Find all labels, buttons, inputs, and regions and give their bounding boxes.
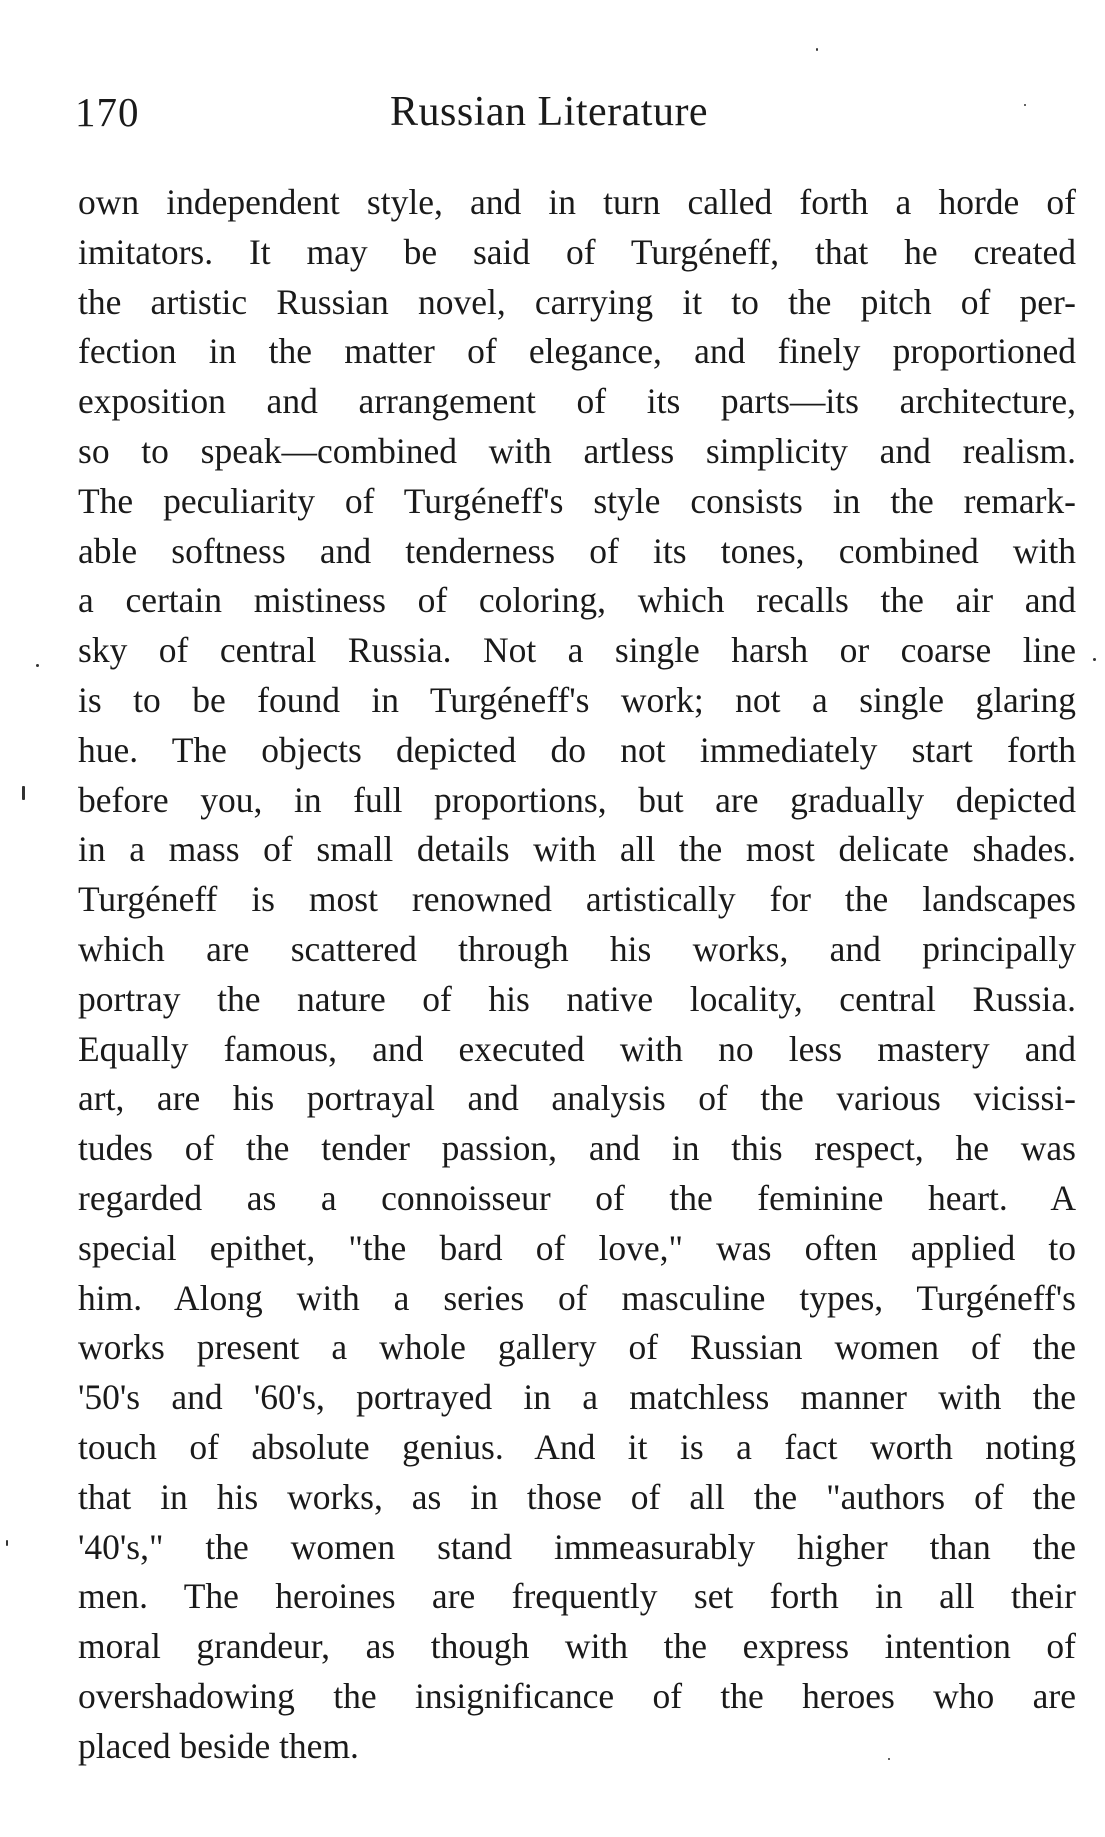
text-line: a certain mistiness of coloring, which recalls the air and xyxy=(78,580,1076,621)
text-line: in a mass of small details with all the most delicate shades. xyxy=(78,829,1076,870)
text-line: special epithet, "the bard of love," was often applied to xyxy=(78,1227,1076,1268)
text-line: The peculiarity of Turgéneff's style consists in the remark- xyxy=(78,480,1076,521)
scan-speck xyxy=(816,48,818,51)
running-head xyxy=(75,88,1075,148)
text-line: able softness and tenderness of its tones, combined with xyxy=(78,530,1076,571)
text-line: touch of absolute genius. And it is a fact worth noting xyxy=(78,1426,1076,1467)
text-line: Equally famous, and executed with no less mastery and xyxy=(78,1028,1076,1069)
text-line: art, are his portrayal and analysis of the various vicissi- xyxy=(78,1078,1076,1119)
text-line: so to speak—combined with artless simplicity and realism. xyxy=(78,430,1076,471)
scan-speck xyxy=(22,786,25,800)
text-line: placed beside them. xyxy=(78,1725,359,1766)
text-line: own independent style, and in turn called forth a horde of xyxy=(78,182,1076,222)
text-line: works present a whole gallery of Russian women of the xyxy=(78,1327,1076,1368)
page-number: 170 xyxy=(75,89,140,135)
text-line: before you, in full proportions, but are gradually depicted xyxy=(78,779,1076,820)
text-line: portray the nature of his native locality, central Russia. xyxy=(78,978,1076,1019)
scan-speck xyxy=(888,1758,890,1760)
text-line: is to be found in Turgéneff's work; not a single glaring xyxy=(78,679,1076,720)
text-line: '40's," the women stand immeasurably higher than the xyxy=(78,1526,1076,1567)
running-title: Russian Literature xyxy=(390,89,709,135)
text-line: tudes of the tender passion, and in this respect, he was xyxy=(78,1128,1076,1169)
text-line: the artistic Russian novel, carrying it to the pitch of per- xyxy=(78,281,1076,322)
text-line: which are scattered through his works, and principally xyxy=(78,928,1076,969)
text-line: regarded as a connoisseur of the feminine heart. A xyxy=(78,1177,1076,1218)
scan-speck xyxy=(1093,658,1096,661)
scan-speck xyxy=(36,664,39,667)
text-line: imitators. It may be said of Turgéneff, that he created xyxy=(78,231,1076,272)
text-line: sky of central Russia. Not a single harsh or coarse line xyxy=(78,630,1076,671)
text-line: Turgéneff is most renowned artistically for the landscapes xyxy=(78,879,1076,920)
text-line: exposition and arrangement of its parts—its architecture, xyxy=(78,381,1076,422)
text-line: that in his works, as in those of all the "authors of the xyxy=(78,1476,1076,1517)
scan-speck xyxy=(1024,104,1026,106)
text-line: men. The heroines are frequently set forth in all their xyxy=(78,1576,1076,1617)
text-line: overshadowing the insignificance of the heroes who are xyxy=(78,1675,1076,1716)
text-line: '50's and '60's, portrayed in a matchless manner with the xyxy=(78,1377,1076,1418)
text-line: moral grandeur, as though with the express intention of xyxy=(78,1626,1076,1667)
scan-speck xyxy=(6,1540,8,1546)
body-paragraph xyxy=(78,178,1076,1772)
text-line: hue. The objects depicted do not immediately start forth xyxy=(78,729,1076,770)
text-line: fection in the matter of elegance, and finely proportioned xyxy=(78,331,1076,372)
text-line: him. Along with a series of masculine types, Turgéneff's xyxy=(78,1277,1076,1318)
